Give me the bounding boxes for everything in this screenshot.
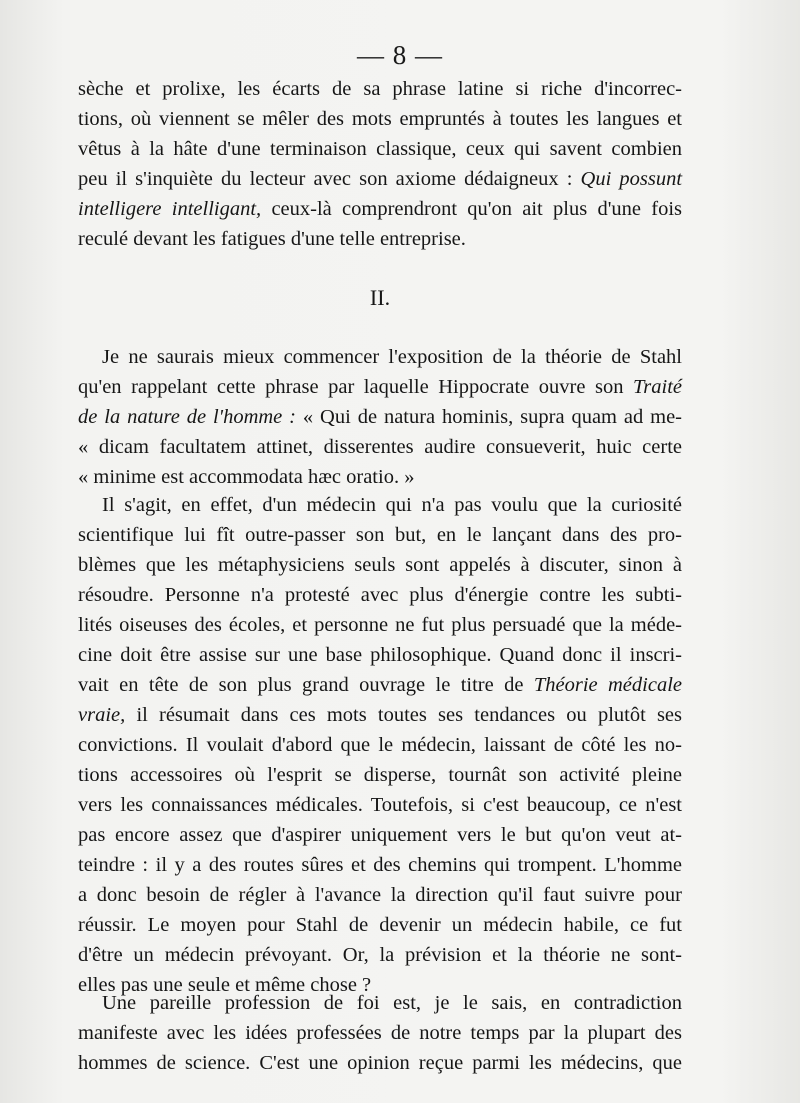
text-line: Il s'agit, en effet, d'un médecin qui n'a pas voulu que la curiosité xyxy=(102,494,682,516)
text-line xyxy=(78,700,682,730)
text-line: lités oiseuses des écoles, et personne ne fut plus persuadé que la méde- xyxy=(78,614,682,636)
text-line: vêtus à la hâte d'une terminaison classique, ceux qui savent combien xyxy=(78,138,682,160)
text-fragment: qu'en rappelant cette phrase par laquelle Hippocrate ouvre son xyxy=(78,376,624,398)
paragraph-continuation xyxy=(78,74,682,254)
text-fragment: « Qui de natura hominis, supra quam ad me- xyxy=(302,406,682,428)
text-line: réussir. Le moyen pour Stahl de devenir un médecin habile, ce fut xyxy=(78,914,682,936)
text-line: a donc besoin de régler à l'avance la direction qu'il faut suivre pour xyxy=(78,884,682,906)
text-line: cine doit être assise sur une base philosophique. Quand donc il inscri- xyxy=(78,644,682,666)
text-line: hommes de science. C'est une opinion reçue parmi les médecins, que xyxy=(78,1052,682,1074)
text-line: blèmes que les métaphysiciens seuls sont appelés à discuter, sinon à xyxy=(78,554,682,576)
text-line: tions, où viennent se mêler des mots empruntés à toutes les langues et xyxy=(78,108,682,130)
paragraph-1 xyxy=(78,342,682,492)
text-line: « dicam facultatem attinet, disserentes audire consueverit, huic certe xyxy=(78,436,682,458)
text-line xyxy=(78,402,682,432)
text-line xyxy=(78,670,682,700)
text-line: tions accessoires où l'esprit se disperse, tournât son activité pleine xyxy=(78,764,682,786)
book-title-italic: vraie, xyxy=(78,704,126,726)
text-line xyxy=(78,194,682,224)
text-fragment: peu il s'inquiète du lecteur avec son axiome dédaigneux : xyxy=(78,168,573,190)
text-line: convictions. Il voulait d'abord que le médecin, laissant de côté les no- xyxy=(78,734,682,756)
book-title-italic: de la nature de l'homme : xyxy=(78,406,296,428)
text-fragment: il résumait dans ces mots toutes ses tendances ou plutôt ses xyxy=(136,704,683,726)
paragraph-3 xyxy=(78,988,682,1078)
latin-quote-italic: intelligere intelligant, xyxy=(78,198,262,220)
text-line: scientifique lui fît outre-passer son but, en le lançant dans des pro- xyxy=(78,524,682,546)
text-fragment: vait en tête de son plus grand ouvrage le titre de xyxy=(78,674,524,696)
text-line xyxy=(78,164,682,194)
paragraph-2 xyxy=(78,490,682,1000)
text-line: pas encore assez que d'aspirer uniquement vers le but qu'on veut at- xyxy=(78,824,682,846)
text-line xyxy=(78,372,682,402)
text-line: Je ne saurais mieux commencer l'exposition de la théorie de Stahl xyxy=(102,346,682,368)
text-line: Une pareille profession de foi est, je le sais, en contradiction xyxy=(102,992,682,1014)
text-line: vers les connaissances médicales. Toutefois, si c'est beaucoup, ce n'est xyxy=(78,794,682,816)
text-line: résoudre. Personne n'a protesté avec plus d'énergie contre les subti- xyxy=(78,584,682,606)
text-line: manifeste avec les idées professées de notre temps par la plupart des xyxy=(78,1022,682,1044)
text-fragment: ceux-là comprendront qu'on ait plus d'une fois xyxy=(271,198,683,220)
book-title-italic: Théorie médicale xyxy=(533,674,682,696)
book-title-italic: Traité xyxy=(633,376,683,398)
text-line: sèche et prolixe, les écarts de sa phrase latine si riche d'incorrec- xyxy=(78,78,682,100)
latin-quote-italic: Qui possunt xyxy=(580,168,683,190)
text-line: d'être un médecin prévoyant. Or, la prévision et la théorie ne sont- xyxy=(78,944,682,966)
text-line: elles pas une seule et même chose ? xyxy=(78,974,372,996)
section-heading: II. xyxy=(369,285,391,310)
text-line: reculé devant les fatigues d'une telle entreprise. xyxy=(78,228,466,250)
text-line: « minime est accommodata hæc oratio. » xyxy=(78,466,415,488)
text-line: teindre : il y a des routes sûres et des chemins qui trompent. L'homme xyxy=(78,854,682,876)
page-number: — 8 — xyxy=(357,40,443,70)
